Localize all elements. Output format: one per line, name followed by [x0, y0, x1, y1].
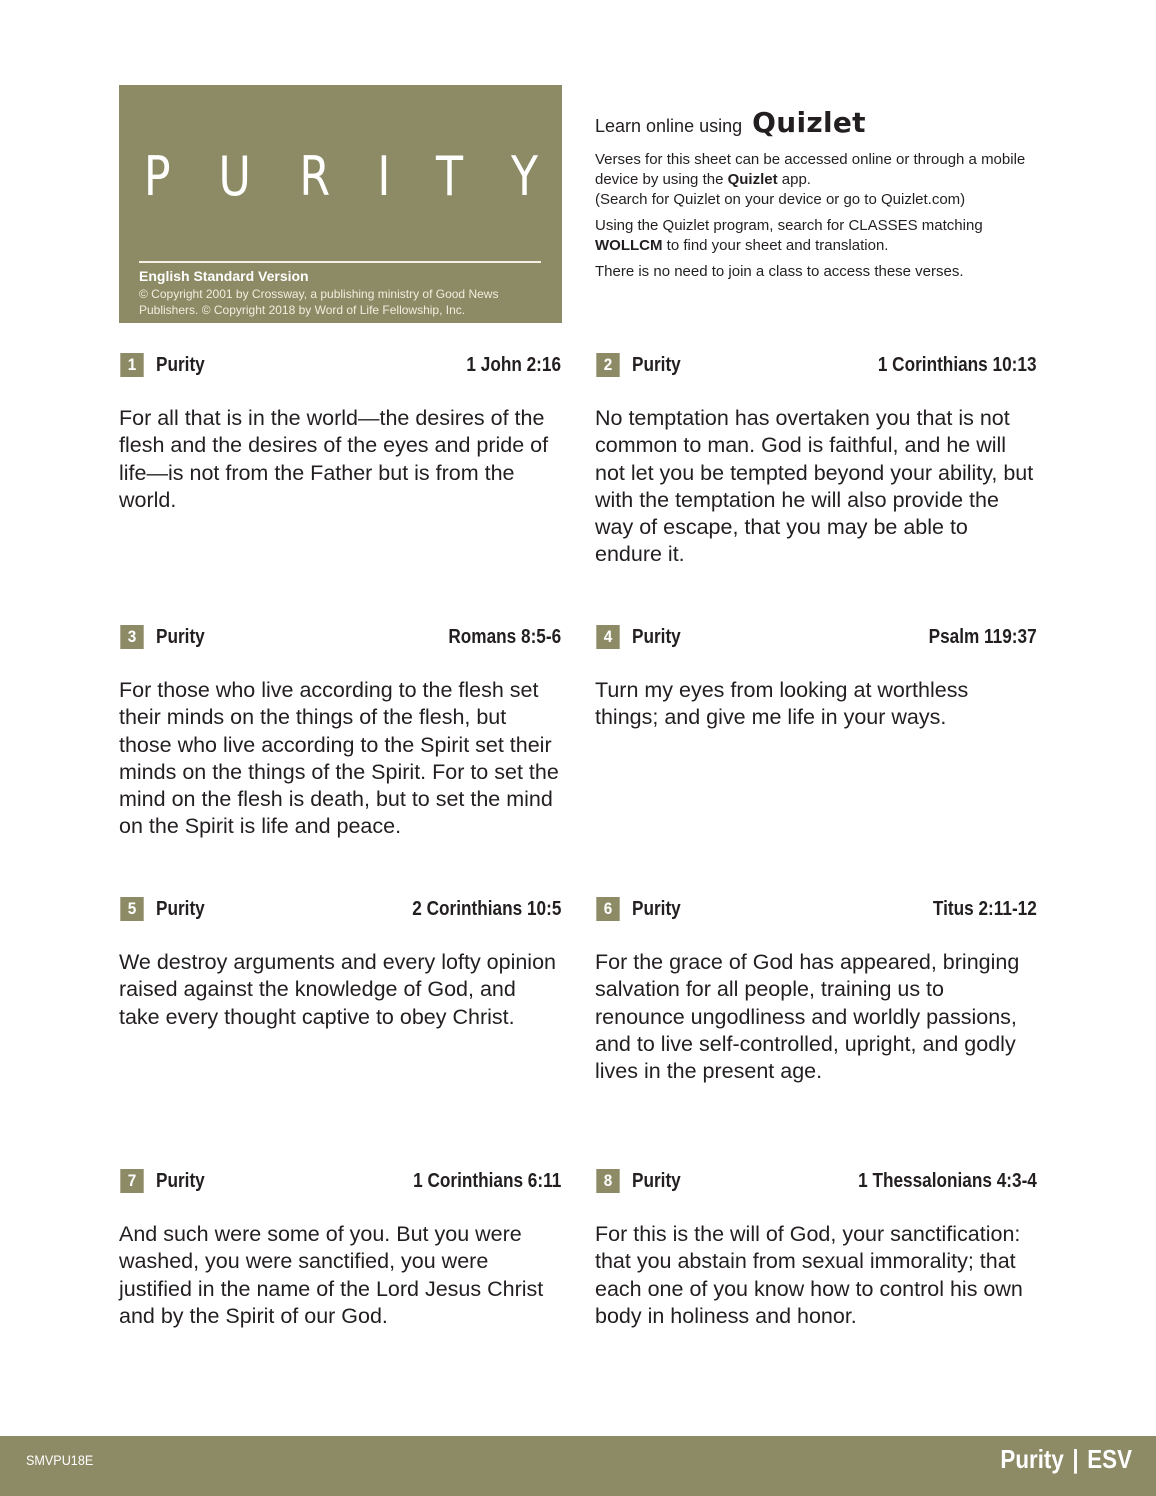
verse-topic: Purity — [632, 1169, 681, 1192]
footer-separator: | — [1072, 1444, 1079, 1474]
verse-header — [595, 353, 1037, 377]
verse-number-badge: 8 — [596, 1169, 619, 1193]
verse-header — [595, 625, 1037, 649]
verse-reference: 1 Corinthians 10:13 — [878, 353, 1037, 376]
verse-header — [119, 353, 561, 377]
verse-text: We destroy arguments and every lofty opinion raised against the knowledge of God, and take every thought captive to obey Christ. — [119, 950, 557, 1029]
verse-topic: Purity — [632, 625, 681, 648]
verse-reference: 1 John 2:16 — [466, 353, 561, 376]
verse-number-badge: 5 — [120, 897, 143, 921]
title-letter: U — [218, 145, 252, 208]
footer-bar — [0, 1436, 1156, 1496]
copyright-notice: © Copyright 2001 by Crossway, a publishing ministry of Good News Publishers. © Copyright 2018 by Word of Life Fellowship, Inc. — [139, 287, 499, 317]
verse-header — [119, 625, 561, 649]
verse-number-badge: 3 — [120, 625, 143, 649]
title-block — [119, 85, 562, 323]
verse-number-badge: 7 — [120, 1169, 143, 1193]
class-code: WOLLCM — [595, 237, 663, 254]
verse-number-badge: 1 — [120, 353, 143, 377]
title-letter: T — [436, 145, 464, 208]
verse-reference: Romans 8:5-6 — [448, 625, 561, 648]
quizlet-no-join-paragraph: There is no need to join a class to access these verses. — [595, 263, 964, 280]
verse-reference: Titus 2:11-12 — [933, 897, 1037, 920]
verse-topic: Purity — [156, 897, 205, 920]
verse-card-3 — [119, 625, 561, 841]
title-letter: Y — [510, 145, 538, 208]
version-name: English Standard Version — [139, 268, 309, 284]
verse-number-badge: 6 — [596, 897, 619, 921]
learn-online-heading — [595, 106, 1045, 146]
verse-number-badge: 4 — [596, 625, 619, 649]
verse-number-badge: 2 — [596, 353, 619, 377]
verse-header — [119, 897, 561, 921]
verse-topic: Purity — [156, 625, 205, 648]
verse-card-6 — [595, 897, 1037, 1085]
verse-text: For the grace of God has appeared, bringing salvation for all people, training us to renounce ungodliness and worldly passions, and to live self-controlled, upright, and godly lives in the present age. — [595, 950, 1020, 1084]
verse-card-7 — [119, 1169, 561, 1330]
verse-text: For those who live according to the flesh set their minds on the things of the flesh, but those who live according to the Spirit set their minds on the things of the Spirit. For to set the mind on the flesh is death, but to set the mind on the Spirit is life and peace. — [119, 678, 559, 839]
verse-card-2 — [595, 353, 1037, 569]
verse-text: For this is the will of God, your sanctification: that you abstain from sexual immorality; that each one of you know how to control his own body in holiness and honor. — [595, 1222, 1023, 1328]
footer-topic: Purity — [1000, 1444, 1064, 1474]
title-letter: I — [377, 145, 391, 208]
learn-online-text: Learn online using — [595, 116, 743, 136]
page-title — [141, 147, 541, 207]
verse-card-4 — [595, 625, 1037, 732]
title-divider — [139, 261, 541, 263]
footer-title — [1000, 1444, 1132, 1474]
text-fragment: Verses for this sheet can be accessed online or through a mobile device by using the — [595, 151, 1026, 188]
verse-reference: 2 Corinthians 10:5 — [411, 897, 561, 920]
quizlet-class-paragraph — [595, 216, 1045, 256]
verse-card-1 — [119, 353, 561, 514]
title-letter: P — [143, 145, 171, 208]
text-fragment: Using the Quizlet program, search for CLASSES matching — [595, 217, 983, 234]
verse-reference: 1 Corinthians 6:11 — [412, 1169, 561, 1192]
quizlet-info — [595, 106, 1045, 282]
text-fragment: to find your sheet and translation. — [662, 237, 889, 254]
verse-text: Turn my eyes from looking at worthless things; and give me life in your ways. — [595, 678, 969, 730]
verse-card-8 — [595, 1169, 1037, 1330]
footer-translation: ESV — [1087, 1444, 1132, 1474]
verse-text: For all that is in the world—the desires of the flesh and the desires of the eyes and pride of life—is not from the Father but is from the world. — [119, 406, 549, 512]
verse-header — [595, 897, 1037, 921]
verse-topic: Purity — [632, 897, 681, 920]
text-fragment: app. — [777, 171, 811, 188]
quizlet-access-paragraph — [595, 150, 1045, 210]
product-code: SMVPU18E — [26, 1452, 94, 1468]
verse-header — [119, 1169, 561, 1193]
quizlet-bold: Quizlet — [727, 171, 778, 188]
verse-text: And such were some of you. But you were washed, you were sanctified, you were justified in the name of the Lord Jesus Christ and by the Spirit of our God. — [119, 1222, 544, 1328]
quizlet-logo: Quizlet — [752, 106, 866, 139]
verse-topic: Purity — [156, 1169, 205, 1192]
verse-reference: 1 Thessalonians 4:3-4 — [858, 1169, 1037, 1192]
verse-topic: Purity — [156, 353, 205, 376]
verse-card-5 — [119, 897, 561, 1031]
quizlet-search-hint: (Search for Quizlet on your device or go to Quizlet.com) — [595, 191, 966, 208]
verse-text: No temptation has overtaken you that is not common to man. God is faithful, and he will not let you be tempted beyond your ability, but with the temptation he will also provide the way of escape, that you may be able to endure it. — [595, 406, 1034, 567]
verse-topic: Purity — [632, 353, 681, 376]
verse-reference: Psalm 119:37 — [928, 625, 1037, 648]
verse-header — [595, 1169, 1037, 1193]
title-letter: R — [299, 145, 331, 208]
